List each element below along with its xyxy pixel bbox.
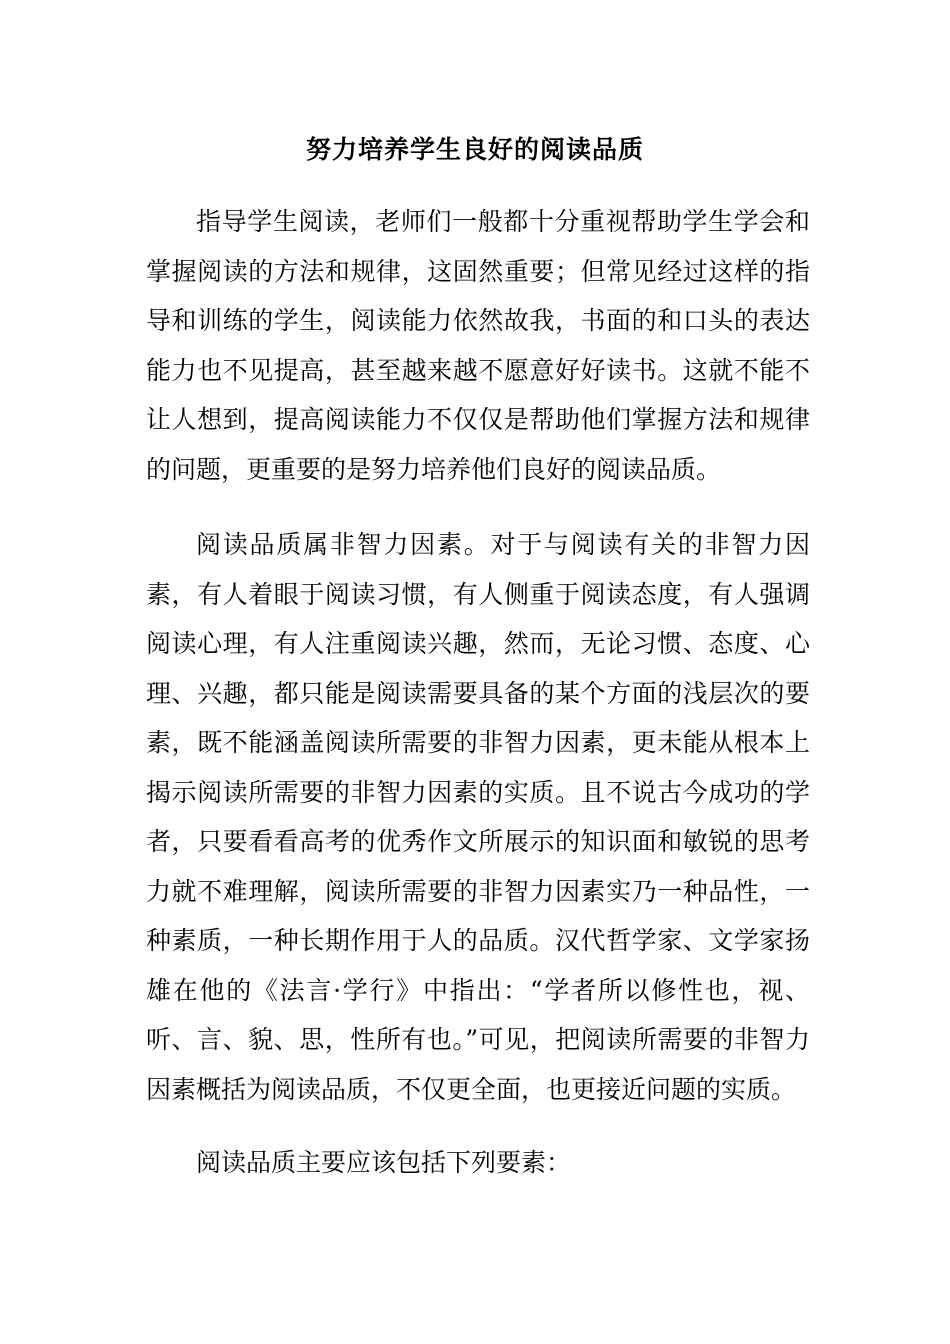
paragraph-1: 指导学生阅读，老师们一般都十分重视帮助学生学会和掌握阅读的方法和规律，这固然重要；但常见经过这样的指导和训练的学生，阅读能力依然故我，书面的和口头的表达能力也不见提高，甚至越来越不愿意好好读书。这就不能不让人想到，提高阅读能力不仅仅是帮助他们掌握方法和规律的问题，更重要的是努力培养他们良好的阅读品质。 xyxy=(146,207,810,484)
document-title: 努力培养学生良好的阅读品质 xyxy=(305,135,644,164)
paragraph-2: 阅读品质属非智力因素。对于与阅读有关的非智力因素，有人着眼于阅读习惯，有人侧重于阅读态度，有人强调阅读心理，有人注重阅读兴趣，然而，无论习惯、态度、心理、兴趣，都只能是阅读需要具备的某个方面的浅层次的要素，既不能涵盖阅读所需要的非智力因素，更未能从根本上揭示阅读所需要的非智力因素的实质。且不说古今成功的学者，只要看看高考的优秀作文所展示的知识面和敏锐的思考力就不难理解，阅读所需要的非智力因素实乃一种品性，一种素质，一种长期作用于人的品质。汉代哲学家、文学家扬雄在他的《法言·学行》中指出：“学者所以修性也，视、听、言、貌、思，性所有也。”可见，把阅读所需要的非智力因素概括为阅读品质，不仅更全面，也更接近问题的实质。 xyxy=(146,530,810,1104)
paragraph-3: 阅读品质主要应该包括下列要素： xyxy=(196,1148,572,1177)
